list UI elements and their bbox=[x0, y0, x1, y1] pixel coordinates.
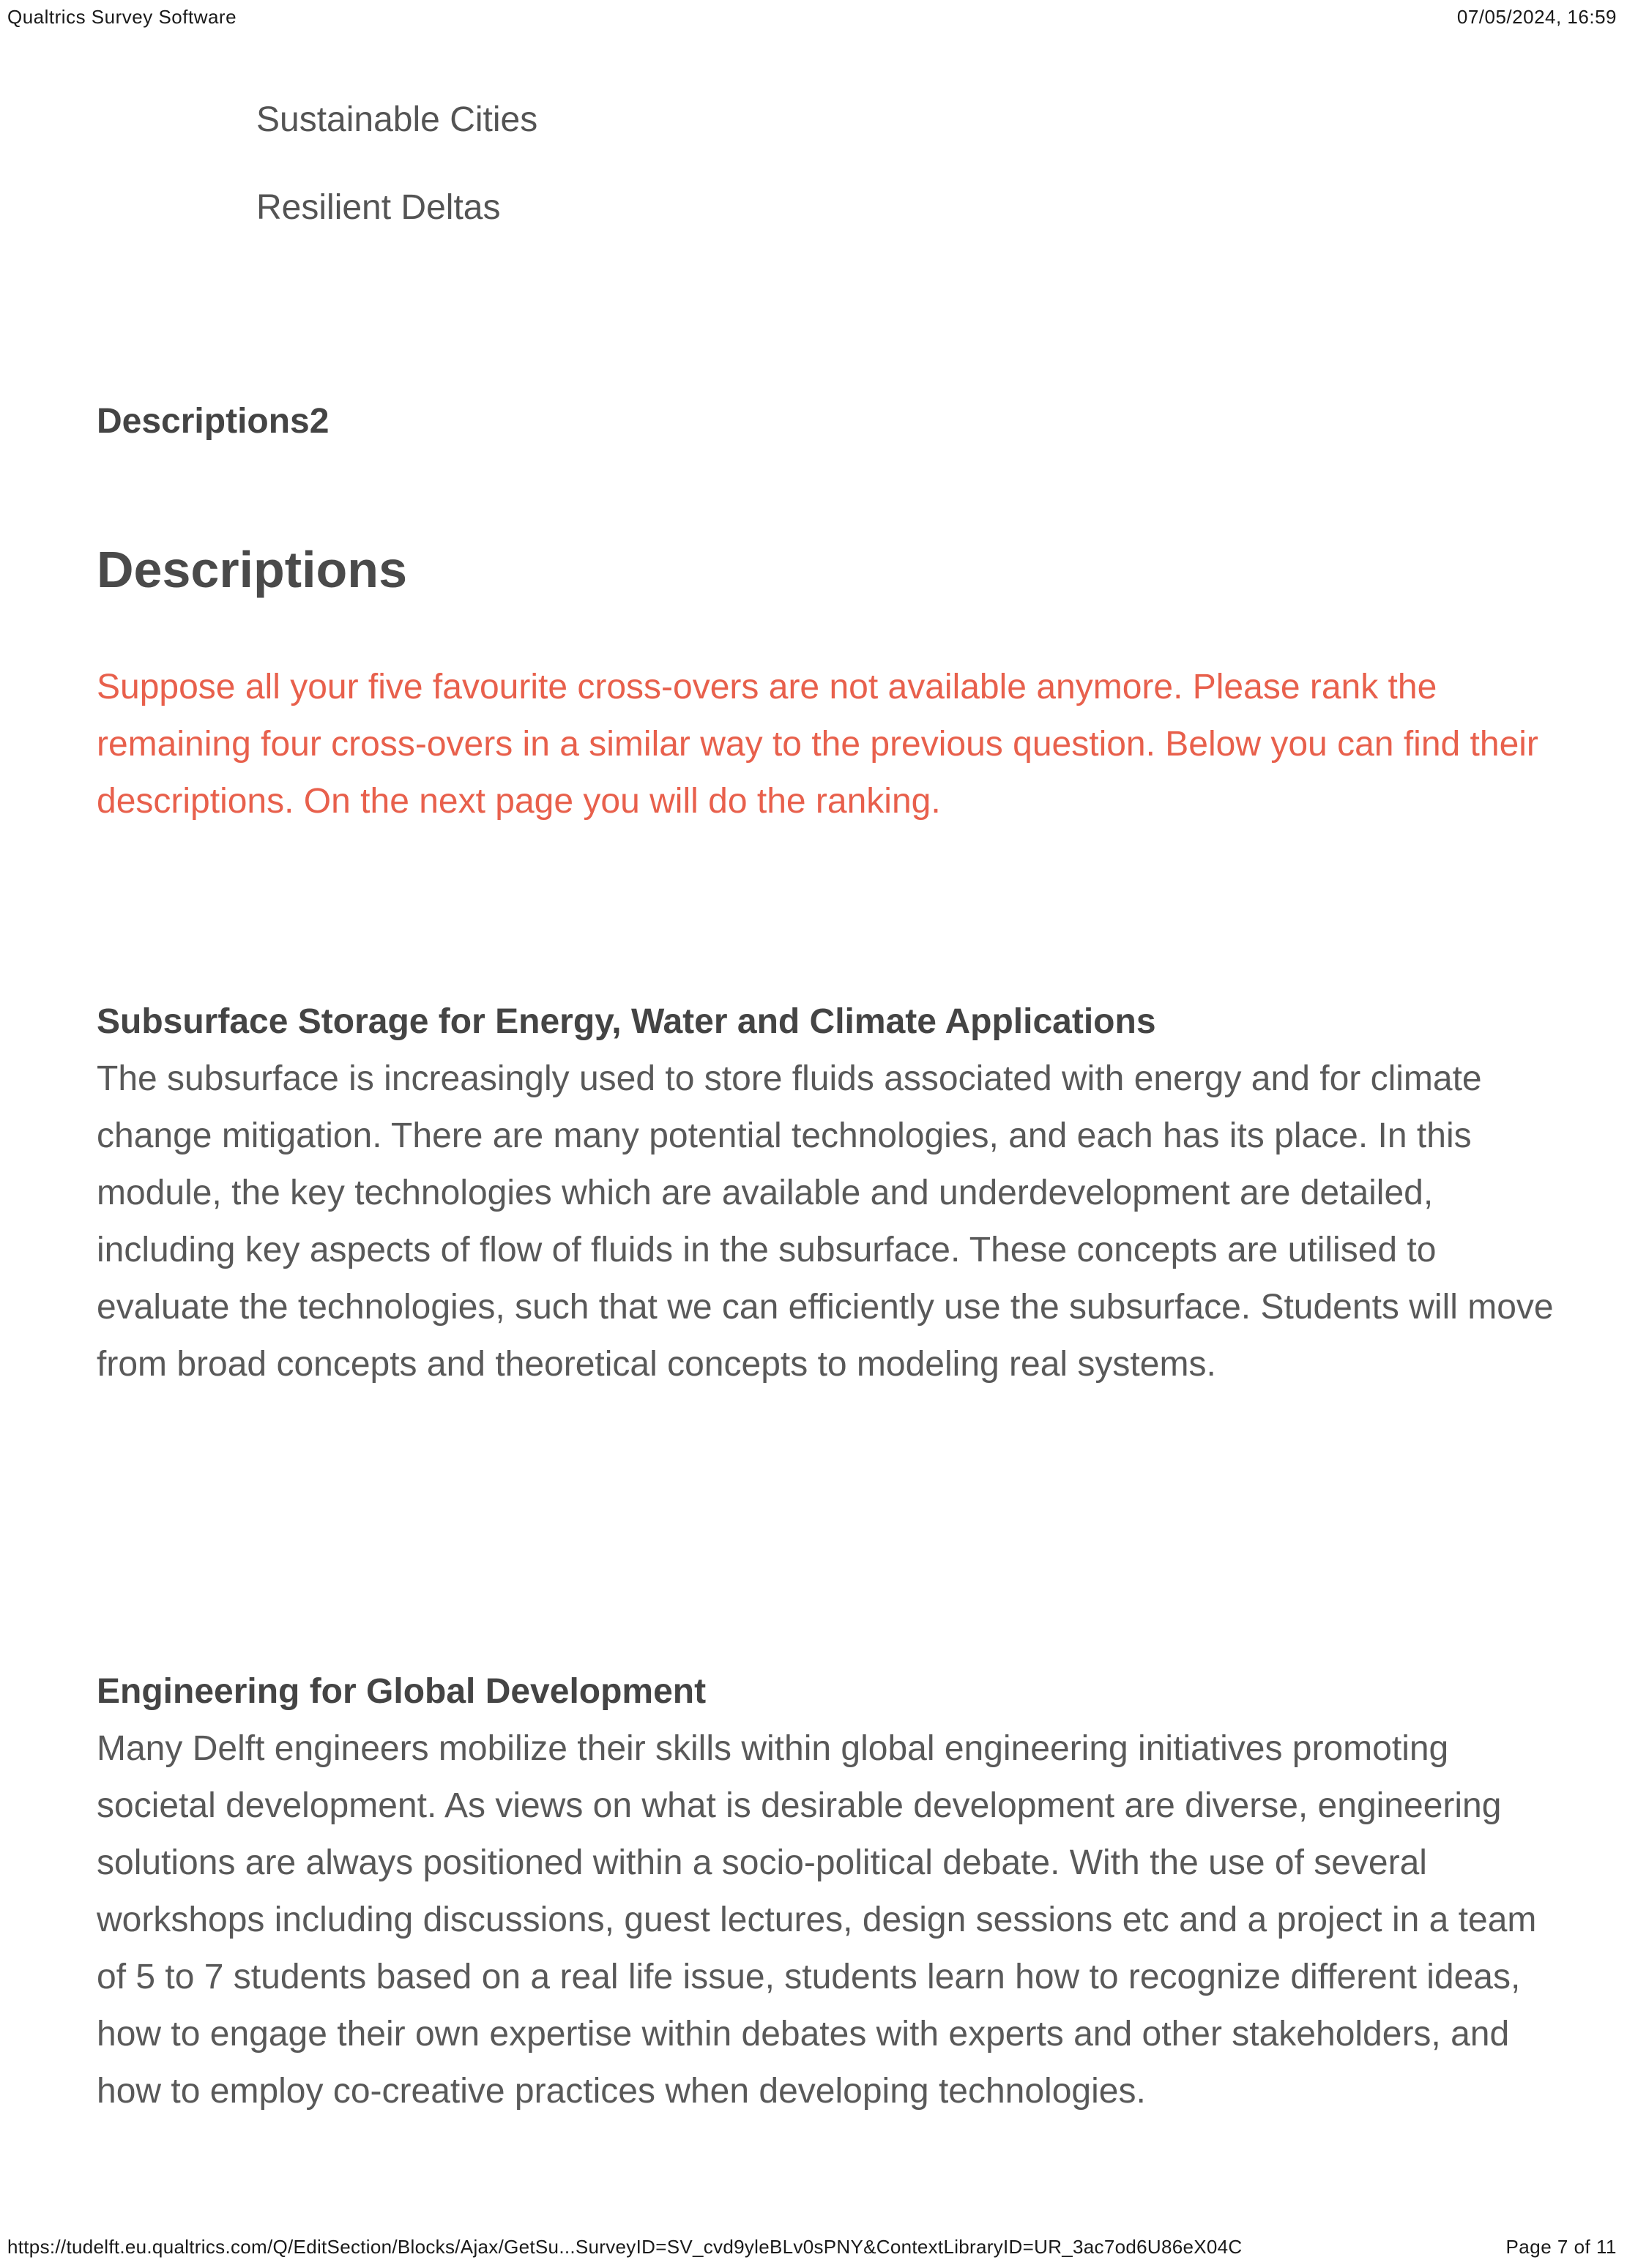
print-header-datetime: 07/05/2024, 16:59 bbox=[1456, 6, 1617, 28]
description-title: Engineering for Global Development bbox=[97, 1672, 707, 1711]
description-body: Many Delft engineers mobilize their skills within global engineering initiatives promoting societal development. As views on what is desirable development are diverse, engineering solutions are always positioned within a socio-political debate. With the use of several workshops including discussions, guest lectures, design sessions etc and a project in a team of 5 to 7 students based on a real life issue, students learn how to recognize different ideas, how to engage their own expertise within debates with experts and other stakeholders, and how to employ co-creative practices when developing technologies. bbox=[97, 1729, 1537, 2111]
description-title: Subsurface Storage for Energy, Water and Climate Applications bbox=[97, 1002, 1156, 1041]
print-footer-page-number: Page 7 of 11 bbox=[1505, 2236, 1617, 2258]
choice-item: Sustainable Cities bbox=[256, 100, 538, 139]
description-block bbox=[97, 993, 1554, 1393]
choice-item: Resilient Deltas bbox=[256, 188, 501, 227]
description-block bbox=[97, 1663, 1554, 2120]
section-heading: Descriptions bbox=[97, 541, 407, 598]
instructions-text: Suppose all your five favourite cross-overs are not available anymore. Please rank the remaining four cross-overs in a similar way to the previous question. Below you can find their descriptions. On the next page you will do the ranking. bbox=[97, 668, 1538, 821]
print-footer-url: https://tudelft.eu.qualtrics.com/Q/EditSection/Blocks/Ajax/GetSu...SurveyID=SV_cvd9yleBLv0sPNY&ContextLibraryID=UR_3ac7od6U86eX04C bbox=[7, 2236, 1243, 2258]
block-title: Descriptions2 bbox=[97, 402, 330, 441]
print-header-title: Qualtrics Survey Software bbox=[7, 6, 237, 28]
description-body: The subsurface is increasingly used to store fluids associated with energy and for climate change mitigation. There are many potential technologies, and each has its place. In this module, the key technologies which are available and underdevelopment are detailed, including key aspects of flow of fluids in the subsurface. These concepts are utilised to evaluate the technologies, such that we can efficiently use the subsurface. Students will move from broad concepts and theoretical concepts to modeling real systems. bbox=[97, 1059, 1554, 1384]
